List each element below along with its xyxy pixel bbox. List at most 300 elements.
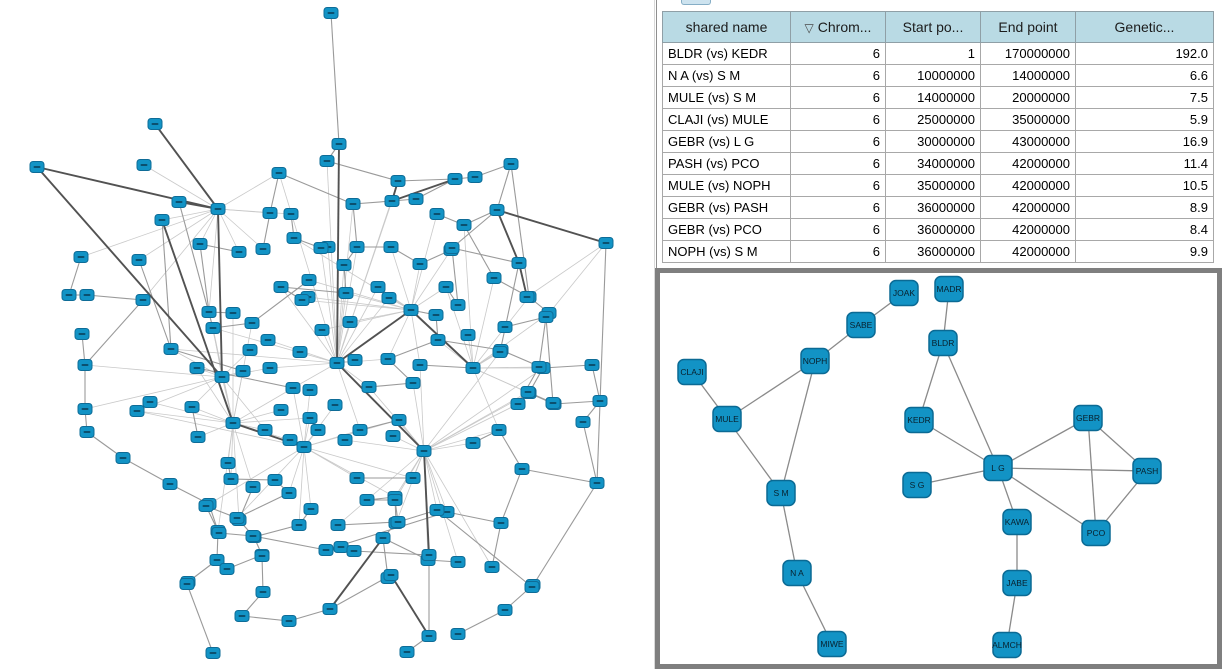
overview-node-label <box>434 213 441 215</box>
network-edge <box>87 295 143 300</box>
network-edge <box>424 430 499 451</box>
detail-node-label: PCO <box>1086 528 1106 538</box>
overview-node-label <box>260 248 267 250</box>
overview-node-label <box>455 561 462 563</box>
network-edge <box>137 411 304 447</box>
overview-node-label <box>489 566 496 568</box>
filter-icon[interactable]: ▽ <box>804 21 814 35</box>
table-cell[interactable]: 6 <box>791 153 886 175</box>
overview-node-label <box>250 535 257 537</box>
detail-node-claji[interactable] <box>678 360 706 385</box>
overview-node-label <box>338 546 345 548</box>
overview-node-label <box>491 277 498 279</box>
table-cell[interactable]: 42000000 <box>981 197 1076 219</box>
overview-node-label <box>307 417 314 419</box>
detail-node-label: KAWA <box>1004 517 1030 527</box>
network-edge <box>424 451 429 555</box>
network-edge <box>218 209 239 252</box>
table-row[interactable] <box>663 219 1214 241</box>
overview-node-label <box>224 568 231 570</box>
network-edge <box>218 209 291 214</box>
overview-node-label <box>206 311 213 313</box>
table-cell[interactable]: PASH (vs) PCO <box>663 153 791 175</box>
network-edge <box>218 173 279 209</box>
overview-node-label <box>225 462 232 464</box>
table-cell[interactable]: 170000000 <box>981 43 1076 65</box>
network-edge <box>398 179 455 181</box>
overview-node-label <box>66 294 73 296</box>
network-edge <box>337 363 360 430</box>
table-cell[interactable]: 6 <box>791 65 886 87</box>
detail-node-pash[interactable] <box>1133 459 1161 484</box>
detail-node-joak[interactable] <box>890 281 918 306</box>
overview-node-label <box>357 429 364 431</box>
detail-node-label: L G <box>991 463 1005 473</box>
network-edge <box>299 447 304 525</box>
overview-node-label <box>502 609 509 611</box>
overview-node-label <box>230 312 237 314</box>
network-edge <box>511 164 529 297</box>
network-edge <box>420 365 473 368</box>
table-cell[interactable]: 10000000 <box>886 65 981 87</box>
overview-node-label <box>426 635 433 637</box>
overview-node-label <box>228 478 235 480</box>
overview-node-label <box>247 349 254 351</box>
network-edge <box>424 368 543 451</box>
table-cell[interactable]: 10.5 <box>1076 175 1214 197</box>
table-cell[interactable]: 6.6 <box>1076 65 1214 87</box>
detail-node-label: KEDR <box>907 415 931 425</box>
overview-node-label <box>134 410 141 412</box>
network-edge <box>218 209 263 249</box>
table-cell[interactable]: 9.9 <box>1076 241 1214 263</box>
table-cell[interactable]: 7.5 <box>1076 87 1214 109</box>
network-edge <box>546 317 553 403</box>
network-edge <box>327 161 398 181</box>
column-header-endpoint[interactable]: End point <box>981 12 1076 43</box>
overview-node-label <box>524 296 531 298</box>
table-cell[interactable]: 6 <box>791 219 886 241</box>
overview-node-label <box>536 366 543 368</box>
table-cell[interactable]: 34000000 <box>886 153 981 175</box>
overview-node-label <box>433 314 440 316</box>
network-edge <box>233 423 239 520</box>
table-row[interactable] <box>663 65 1214 87</box>
detail-node-gebr[interactable] <box>1074 406 1102 431</box>
table-cell[interactable]: 36000000 <box>886 197 981 219</box>
overview-node-label <box>455 633 462 635</box>
overview-node-label <box>364 499 371 501</box>
table-cell[interactable]: 42000000 <box>981 241 1076 263</box>
network-edge <box>304 447 395 497</box>
table-cell[interactable]: 6 <box>791 241 886 263</box>
overview-node-label <box>272 479 279 481</box>
overview-node-label <box>497 351 504 353</box>
column-header-sharedname[interactable]: shared name <box>663 12 791 43</box>
overview-node-label <box>297 351 304 353</box>
overview-node-label <box>120 457 127 459</box>
overview-node-label <box>216 532 223 534</box>
overview-node-label <box>354 246 361 248</box>
overview-node-label <box>141 164 148 166</box>
overview-node-label <box>210 652 217 654</box>
network-edge <box>437 510 532 587</box>
detail-node-noph[interactable] <box>801 349 829 374</box>
table-cell[interactable]: 14000000 <box>886 87 981 109</box>
overview-node-label <box>386 297 393 299</box>
network-edge <box>396 451 424 523</box>
overview-node-label <box>455 304 462 306</box>
table-cell[interactable]: 6 <box>791 43 886 65</box>
detail-node-label: MIWE <box>820 639 844 649</box>
table-cell[interactable]: MULE (vs) S M <box>663 87 791 109</box>
overview-node-label <box>291 237 298 239</box>
overview-node-label <box>410 382 417 384</box>
network-edge <box>500 263 519 352</box>
detail-node-miwe[interactable] <box>818 632 846 657</box>
overview-node-label <box>140 299 147 301</box>
table-cell[interactable]: 16.9 <box>1076 131 1214 153</box>
network-edge <box>337 144 339 363</box>
network-edge <box>522 469 597 483</box>
overview-node-label <box>421 450 428 452</box>
table-cell[interactable]: 20000000 <box>981 87 1076 109</box>
overview-node-label <box>249 322 256 324</box>
detail-node-label: S G <box>909 480 925 490</box>
overview-node-label <box>594 482 601 484</box>
network-edge <box>353 204 357 247</box>
detail-node-almch[interactable] <box>992 633 1022 658</box>
overview-node-label <box>152 123 159 125</box>
detail-node-kedr[interactable] <box>905 408 933 433</box>
overview-node-label <box>342 439 349 441</box>
overview-node-label <box>351 550 358 552</box>
overview-node-label <box>443 286 450 288</box>
table-row[interactable] <box>663 131 1214 153</box>
overview-node-label <box>184 583 191 585</box>
table-row[interactable] <box>663 43 1214 65</box>
overview-node-label <box>315 429 322 431</box>
overview-node-label <box>347 321 354 323</box>
overview-node-label <box>332 404 339 406</box>
overview-node-label <box>195 436 202 438</box>
table-cell[interactable]: 42000000 <box>981 219 1076 241</box>
network-edge <box>331 13 339 144</box>
overview-node-label <box>307 389 314 391</box>
overview-node-label <box>301 446 308 448</box>
overview-node-label <box>543 316 550 318</box>
overview-node-label <box>550 402 557 404</box>
network-edge <box>233 418 310 423</box>
overview-node-label <box>410 477 417 479</box>
overview-node-label <box>580 421 587 423</box>
overview-node-label <box>516 262 523 264</box>
overview-node-label <box>286 492 293 494</box>
network-edge <box>270 363 337 368</box>
column-header-genetic[interactable]: Genetic... <box>1076 12 1214 43</box>
detail-node-label: N A <box>790 568 804 578</box>
overview-node-label <box>219 376 226 378</box>
network-edge <box>497 210 606 243</box>
overview-node-label <box>417 263 424 265</box>
detail-node-label: PASH <box>1135 466 1159 476</box>
overview-node-label <box>498 522 505 524</box>
network-edge <box>943 343 998 468</box>
table-cell[interactable]: 6 <box>791 87 886 109</box>
detail-node-label: NOPH <box>802 356 828 366</box>
overview-node-label <box>260 591 267 593</box>
table-cell[interactable]: NOPH (vs) S M <box>663 241 791 263</box>
network-edge <box>338 451 424 525</box>
overview-node-label <box>267 212 274 214</box>
table-cell[interactable]: 8.4 <box>1076 219 1214 241</box>
table-row[interactable] <box>663 241 1214 263</box>
overview-node-label <box>34 166 41 168</box>
overview-node-label <box>389 200 396 202</box>
overview-node-label <box>426 554 433 556</box>
overview-node-label <box>589 364 596 366</box>
table-cell[interactable]: 35000000 <box>981 109 1076 131</box>
table-cell[interactable]: N A (vs) S M <box>663 65 791 87</box>
network-edge <box>143 209 218 300</box>
overview-node-label <box>203 505 210 507</box>
network-edge <box>527 243 606 297</box>
network-edge <box>354 551 429 555</box>
network-edge <box>279 173 353 204</box>
network-edge <box>539 317 546 367</box>
overview-node-label <box>335 524 342 526</box>
overview-node-label <box>308 508 315 510</box>
table-body <box>663 43 1214 263</box>
overview-node-label <box>352 359 359 361</box>
overview-node-label <box>496 429 503 431</box>
table-cell[interactable]: 6 <box>791 131 886 153</box>
overview-node-label <box>519 468 526 470</box>
overview-node-label <box>215 208 222 210</box>
overview-node-label <box>84 431 91 433</box>
detail-node-label: S M <box>773 488 789 498</box>
detail-node-s-m[interactable] <box>767 481 795 506</box>
overview-node-label <box>375 286 382 288</box>
table-cell[interactable]: 35000000 <box>886 175 981 197</box>
overview-node-label <box>465 334 472 336</box>
overview-node-label <box>259 555 266 557</box>
overview-node-label <box>603 242 610 244</box>
overview-node-label <box>396 419 403 421</box>
table-cell[interactable]: 36000000 <box>886 241 981 263</box>
detail-node-kawa[interactable] <box>1003 510 1031 535</box>
table-cell[interactable]: GEBR (vs) L G <box>663 131 791 153</box>
overview-node-label <box>417 364 424 366</box>
overview-node-label <box>82 364 89 366</box>
column-header-startpo[interactable]: Start po... <box>886 12 981 43</box>
overview-node-label <box>413 198 420 200</box>
network-edge <box>391 575 429 636</box>
detail-node-label: JOAK <box>892 288 916 298</box>
detail-network-panel <box>655 268 1222 669</box>
network-edge <box>583 422 597 483</box>
overview-node-label <box>470 367 477 369</box>
table-row[interactable] <box>663 175 1214 197</box>
detail-node-jabe[interactable] <box>1003 571 1031 596</box>
detail-node-label: MADR <box>936 284 962 294</box>
table-cell[interactable]: GEBR (vs) PASH <box>663 197 791 219</box>
overview-node-label <box>366 386 373 388</box>
tab-fragment[interactable] <box>681 0 711 5</box>
edge-attribute-table <box>662 11 1214 263</box>
overview-node-label <box>168 348 175 350</box>
overview-node-label <box>267 367 274 369</box>
column-header-chrom[interactable]: ▽ Chrom... <box>791 12 886 43</box>
table-cell[interactable]: 1 <box>886 43 981 65</box>
overview-node-label <box>395 521 402 523</box>
table-panel <box>656 0 1222 268</box>
overview-node-label <box>449 247 456 249</box>
overview-node-label <box>306 279 313 281</box>
overview-node-label <box>84 294 91 296</box>
detail-node-l-g[interactable] <box>984 456 1012 481</box>
overview-node-label <box>194 367 201 369</box>
network-edge <box>998 468 1147 471</box>
overview-node-label <box>319 329 326 331</box>
table-row[interactable] <box>663 109 1214 131</box>
detail-node-sabe[interactable] <box>847 313 875 338</box>
overview-node-label <box>395 180 402 182</box>
overview-node-label <box>276 172 283 174</box>
network-edge <box>253 536 326 550</box>
overview-node-label <box>197 243 204 245</box>
overview-node-label <box>296 524 303 526</box>
overview-node-label <box>327 608 334 610</box>
overview-node-label <box>278 286 285 288</box>
overview-node-label <box>240 370 247 372</box>
table-cell[interactable]: GEBR (vs) PCO <box>663 219 791 241</box>
table-cell[interactable]: 5.9 <box>1076 109 1214 131</box>
detail-node-label: CLAJI <box>680 367 704 377</box>
detail-node-pco[interactable] <box>1082 521 1110 546</box>
network-edge <box>187 584 213 653</box>
network-edge <box>304 447 311 509</box>
overview-node-label <box>404 651 411 653</box>
overview-node-label <box>515 403 522 405</box>
overview-node-label <box>323 549 330 551</box>
overview-node-label <box>508 163 515 165</box>
table-cell[interactable]: 192.0 <box>1076 43 1214 65</box>
overview-node-label <box>230 422 237 424</box>
table-cell[interactable]: CLAJI (vs) MULE <box>663 109 791 131</box>
network-edge <box>497 164 511 210</box>
overview-node-label <box>236 251 243 253</box>
overview-node-label <box>265 339 272 341</box>
table-cell[interactable]: 30000000 <box>886 131 981 153</box>
overview-node-label <box>529 586 536 588</box>
table-cell[interactable]: 14000000 <box>981 65 1076 87</box>
detail-node-label: JABE <box>1006 578 1028 588</box>
network-edge <box>452 248 519 263</box>
overview-node-label <box>262 429 269 431</box>
overview-node-label <box>287 439 294 441</box>
detail-node-label: SABE <box>849 320 873 330</box>
network-edge <box>37 167 222 377</box>
table-cell[interactable]: 6 <box>791 197 886 219</box>
overview-node-label <box>159 219 166 221</box>
table-cell[interactable]: 43000000 <box>981 131 1076 153</box>
network-edge <box>497 210 519 263</box>
network-edge <box>501 469 522 523</box>
table-cell[interactable]: MULE (vs) NOPH <box>663 175 791 197</box>
overview-node-label <box>79 333 86 335</box>
overview-node-label <box>334 362 341 364</box>
overview-node-label <box>343 292 350 294</box>
overview-node-label <box>408 309 415 311</box>
table-cell[interactable]: 11.4 <box>1076 153 1214 175</box>
overview-node-label <box>354 477 361 479</box>
table-row[interactable] <box>663 153 1214 175</box>
detail-node-s-g[interactable] <box>903 473 931 498</box>
table-cell[interactable]: 6 <box>791 175 886 197</box>
table-header-row <box>663 12 1214 43</box>
detail-node-bldr[interactable] <box>929 331 957 356</box>
detail-node-label: ALMCH <box>992 640 1022 650</box>
overview-node-label <box>210 327 217 329</box>
overview-node-label <box>461 224 468 226</box>
table-cell[interactable]: 42000000 <box>981 175 1076 197</box>
table-cell[interactable]: 42000000 <box>981 153 1076 175</box>
network-edge <box>473 313 549 368</box>
table-cell[interactable]: 6 <box>791 109 886 131</box>
overview-node-label <box>388 574 395 576</box>
table-cell[interactable]: BLDR (vs) KEDR <box>663 43 791 65</box>
detail-node-mule[interactable] <box>713 407 741 432</box>
table-cell[interactable]: 8.9 <box>1076 197 1214 219</box>
overview-node-label <box>324 160 331 162</box>
overview-node-label <box>239 615 246 617</box>
network-edge <box>1088 418 1096 533</box>
overview-node-label <box>472 176 479 178</box>
detail-node-madr[interactable] <box>935 277 963 302</box>
overview-node-label <box>470 442 477 444</box>
table-cell[interactable]: 25000000 <box>886 109 981 131</box>
detail-network-canvas[interactable] <box>660 273 1217 664</box>
overview-node-label <box>392 499 399 501</box>
overview-node-label <box>176 201 183 203</box>
table-cell[interactable]: 36000000 <box>886 219 981 241</box>
detail-node-label: GEBR <box>1075 413 1101 423</box>
overview-node-label <box>82 408 89 410</box>
overview-node-label <box>234 517 241 519</box>
table-row[interactable] <box>663 87 1214 109</box>
table-row[interactable] <box>663 197 1214 219</box>
overview-node-label <box>525 391 532 393</box>
network-edge <box>464 225 473 368</box>
overview-node-label <box>494 209 501 211</box>
overview-node-label <box>385 358 392 360</box>
detail-node-n-a[interactable] <box>783 561 811 586</box>
overview-node-label <box>147 401 154 403</box>
overview-node-label <box>136 259 143 261</box>
overview-node-label <box>390 435 397 437</box>
overview-node-label <box>452 178 459 180</box>
overview-node-label <box>444 511 451 513</box>
overview-node-label <box>189 406 196 408</box>
overview-node-label <box>78 256 85 258</box>
network-edge <box>447 512 501 523</box>
network-edge <box>85 300 143 365</box>
overview-node-label <box>435 339 442 341</box>
network-edge <box>200 244 209 312</box>
detail-node-label: MULE <box>715 414 739 424</box>
detail-node-label: BLDR <box>931 338 955 348</box>
